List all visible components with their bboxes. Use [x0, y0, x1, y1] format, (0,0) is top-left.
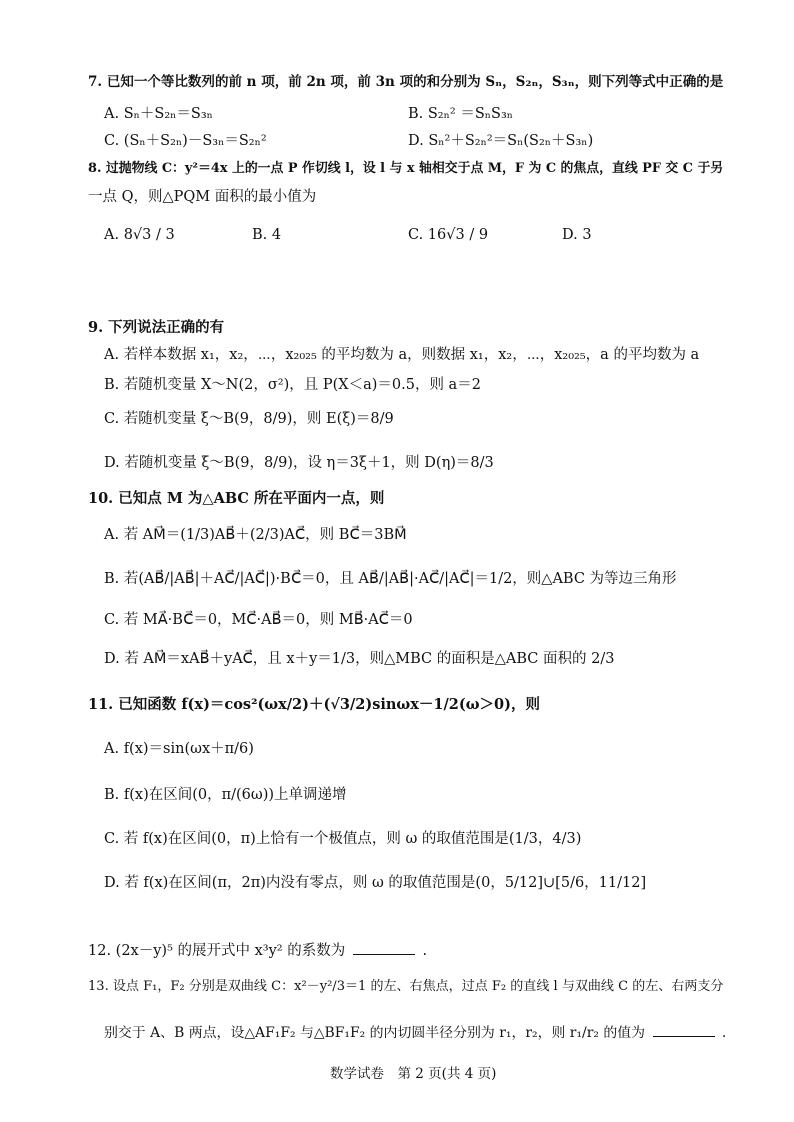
q7-option-c: C. (Sₙ＋S₂ₙ)－S₃ₙ＝S₂ₙ²: [104, 133, 267, 149]
q11-option-c: C. 若 f(x)在区间(0，π)上恰有一个极值点，则 ω 的取值范围是(1/3，4/3): [104, 831, 582, 847]
q7-stem: 7. 已知一个等比数列的前 n 项，前 2n 项，前 3n 项的和分别为 Sₙ，S₂ₙ，S₃ₙ，则下列等式中正确的是: [88, 74, 724, 90]
q12-line: [88, 942, 427, 959]
q10-option-c: C. 若 MA⃗·BC⃗＝0，MC⃗·AB⃗＝0，则 MB⃗·AC⃗＝0: [104, 612, 413, 628]
q10-option-d: D. 若 AM⃗＝xAB⃗＋yAC⃗，且 x＋y＝1/3，则△MBC 的面积是△ABC 面积的 2/3: [104, 651, 615, 667]
q8-option-a: A. 8√3 / 3: [104, 227, 175, 243]
q8-option-d: D. 3: [562, 227, 592, 243]
q10-option-a: A. 若 AM⃗＝(1/3)AB⃗＋(2/3)AC⃗，则 BC⃗＝3BM⃗: [104, 527, 407, 543]
q12-period: .: [422, 943, 428, 959]
q8-stem-line1: 8. 过抛物线 C：y²＝4x 上的一点 P 作切线 l，设 l 与 x 轴相交于点 M，F 为 C 的焦点，直线 PF 交 C 于另: [88, 161, 724, 176]
q7-option-b: B. S₂ₙ² ＝SₙS₃ₙ: [408, 106, 514, 122]
q7-option-d: D. Sₙ²＋S₂ₙ²＝Sₙ(S₂ₙ＋S₃ₙ): [408, 133, 594, 149]
q13-answer-blank[interactable]: [653, 1024, 715, 1037]
q11-option-b: B. f(x)在区间(0，π/(6ω))上单调递增: [104, 787, 347, 803]
q9-option-b: B. 若随机变量 X～N(2，σ²)，且 P(X＜a)＝0.5，则 a＝2: [104, 377, 481, 393]
q12-text: 12. (2x－y)⁵ 的展开式中 x³y² 的系数为: [88, 943, 346, 959]
q9-stem: 9. 下列说法正确的有: [88, 319, 225, 336]
q9-option-c: C. 若随机变量 ξ～B(9，8/9)，则 E(ξ)＝8/9: [104, 411, 394, 427]
q8-option-c: C. 16√3 / 9: [408, 227, 489, 243]
page-footer: 数学试卷 第 2 页(共 4 页): [330, 1066, 497, 1082]
q11-option-d: D. 若 f(x)在区间(π，2π)内没有零点，则 ω 的取值范围是(0，5/12]∪[5/6，11/12]: [104, 875, 647, 891]
q13-line1: 13. 设点 F₁，F₂ 分别是双曲线 C：x²－y²/3＝1 的左、右焦点，过点 F₂ 的直线 l 与双曲线 C 的左、右两支分: [88, 979, 724, 994]
q12-answer-blank[interactable]: [353, 942, 415, 955]
q13-period: .: [721, 1025, 727, 1041]
q11-stem: 11. 已知函数 f(x)＝cos²(ωx/2)＋(√3/2)sinωx－1/2(ω＞0)，则: [88, 696, 540, 713]
q9-option-a: A. 若样本数据 x₁，x₂，⋯，x₂₀₂₅ 的平均数为 a，则数据 x₁，x₂，⋯，x₂₀₂₅，a 的平均数为 a: [104, 347, 700, 363]
q13-text: 别交于 A、B 两点，设△AF₁F₂ 与△BF₁F₂ 的内切圆半径分别为 r₁，r₂，则 r₁/r₂ 的值为: [104, 1025, 646, 1041]
q8-stem-line2: 一点 Q，则△PQM 面积的最小值为: [88, 189, 317, 205]
q11-option-a: A. f(x)＝sin(ωx＋π/6): [104, 741, 254, 757]
q9-option-d: D. 若随机变量 ξ～B(9，8/9)，设 η＝3ξ＋1，则 D(η)＝8/3: [104, 455, 494, 471]
q8-option-b: B. 4: [252, 227, 282, 243]
q7-option-a: A. Sₙ＋S₂ₙ＝S₃ₙ: [104, 106, 213, 122]
q10-stem: 10. 已知点 M 为△ABC 所在平面内一点，则: [88, 490, 385, 507]
q10-option-b: B. 若(AB⃗/|AB⃗|＋AC⃗/|AC⃗|)·BC⃗＝0，且 AB⃗/|AB⃗|·AC⃗/|AC⃗|＝1/2，则△ABC 为等边三角形: [104, 571, 677, 587]
q13-line2: [104, 1024, 726, 1041]
